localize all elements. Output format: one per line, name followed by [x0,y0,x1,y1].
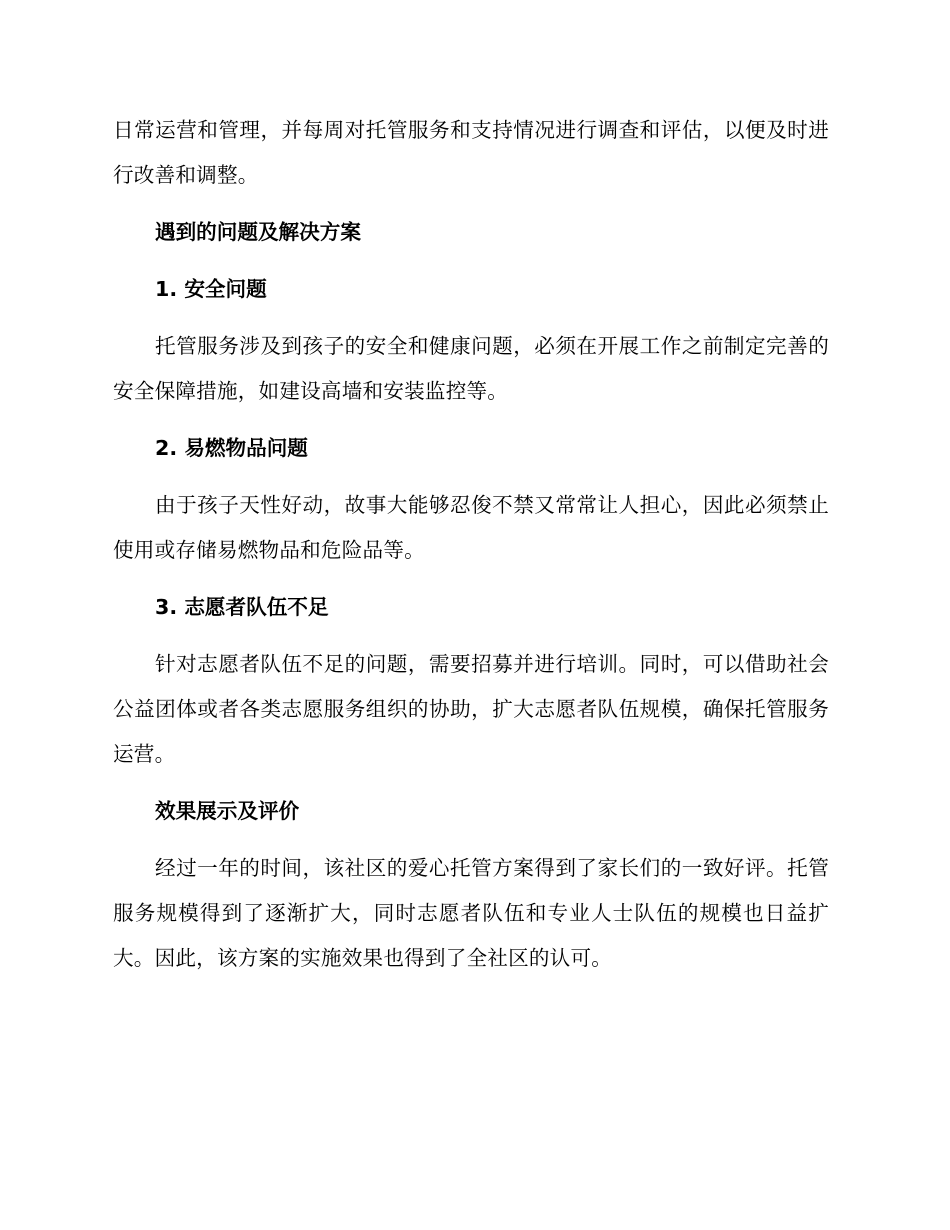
paragraph-volunteers: 针对志愿者队伍不足的问题，需要招募并进行培训。同时，可以借助社会公益团体或者各类志愿服务组织的协助，扩大志愿者队伍规模，确保托管服务运营。 [113,652,829,766]
paragraph-safety: 托管服务涉及到孩子的安全和健康问题，必须在开展工作之前制定完善的安全保障措施，如建设高墙和安装监控等。 [113,334,829,403]
paragraph-continued: 日常运营和管理，并每周对托管服务和支持情况进行调查和评估，以便及时进行改善和调整。 [113,118,829,187]
paragraph-flammables: 由于孩子天性好动，故事大能够忍俊不禁又常常让人担心，因此必须禁止使用或存储易燃物品和危险品等。 [113,493,829,562]
section-heading-problems: 遇到的问题及解决方案 [155,220,361,244]
document-page [113,108,829,981]
subheading-safety: 1. 安全问题 [155,277,267,301]
subheading-flammables: 2. 易燃物品问题 [155,436,308,460]
section-heading-effect: 效果展示及评价 [155,799,300,823]
paragraph-effect: 经过一年的时间，该社区的爱心托管方案得到了家长们的一致好评。托管服务规模得到了逐渐扩大，同时志愿者队伍和专业人士队伍的规模也日益扩大。因此，该方案的实施效果也得到了全社区的认可。 [113,856,829,970]
subheading-volunteers: 3. 志愿者队伍不足 [155,595,329,619]
